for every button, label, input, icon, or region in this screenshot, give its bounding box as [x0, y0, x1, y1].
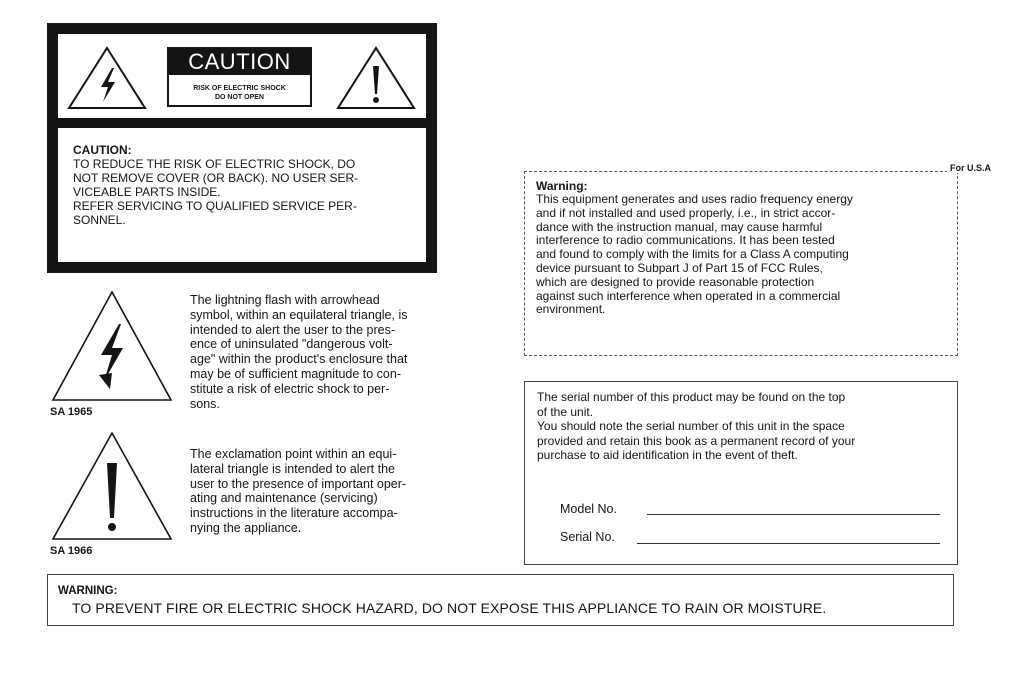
exclamation-description-line: ating and maintenance (servicing)	[190, 491, 378, 506]
fcc-warning-line: environment.	[536, 302, 606, 317]
serial-instruction-line: of the unit.	[537, 404, 594, 419]
serial-number-field[interactable]	[637, 543, 940, 544]
caution-line: NOT REMOVE COVER (OR BACK). NO USER SER-	[73, 171, 359, 185]
fcc-warning-line: and if not installed and used properly, i.e., in strict accor-	[536, 205, 836, 220]
serial-instruction-line: The serial number of this product may be found on the top	[537, 390, 846, 404]
model-number-field[interactable]	[647, 514, 940, 515]
exclamation-description-line: instructions in the literature accompa-	[190, 506, 398, 521]
fcc-warning-line: dance with the instruction manual, may cause harmful	[536, 219, 823, 234]
caution-line: TO REDUCE THE RISK OF ELECTRIC SHOCK, DO	[73, 157, 356, 171]
fcc-warning-heading: Warning:	[536, 179, 588, 193]
lightning-warning-icon	[65, 44, 150, 112]
lightning-description-line: may be of sufficient magnitude to con-	[190, 367, 401, 381]
caution-line: VICEABLE PARTS INSIDE.	[73, 185, 221, 199]
serial-number-label: Serial No.	[560, 530, 615, 544]
fire-warning-text: TO PREVENT FIRE OR ELECTRIC SHOCK HAZARD, DO NOT EXPOSE THIS APPLIANCE TO RAIN OR MOISTURE.	[72, 600, 827, 616]
exclamation-description-line: user to the presence of important oper-	[190, 476, 407, 491]
caution-badge-title: CAUTION	[169, 49, 310, 75]
model-number-label: Model No.	[560, 502, 617, 516]
fcc-warning-line: against such interference when operated in a commercial	[536, 288, 841, 303]
serial-instruction-line: provided and retain this book as a permanent record of your	[537, 433, 856, 448]
fcc-region-label: For U.S.A	[947, 163, 994, 173]
exclamation-description-line: nying the appliance.	[190, 521, 302, 535]
lightning-description-line: intended to alert the user to the pres-	[190, 322, 395, 337]
exclamation-warning-icon	[334, 44, 419, 112]
caution-line: SONNEL.	[73, 213, 126, 227]
exclamation-description-line: The exclamation point within an equi-	[190, 447, 397, 461]
exclamation-symbol-code: SA 1966	[50, 545, 93, 557]
lightning-symbol-code: SA 1965	[50, 406, 93, 418]
caution-heading: CAUTION:	[73, 143, 132, 157]
lightning-description-line: symbol, within an equilateral triangle, is	[190, 307, 408, 322]
exclamation-symbol-icon	[50, 430, 174, 542]
fcc-warning-line: and found to comply with the limits for a Class A computing	[536, 247, 849, 262]
caution-badge-line-1: RISK OF ELECTRIC SHOCK	[193, 85, 286, 92]
caution-line: REFER SERVICING TO QUALIFIED SERVICE PER-	[73, 199, 357, 213]
lightning-description-line: age" within the product's enclosure that	[190, 352, 408, 367]
lightning-description-line: sons.	[190, 396, 220, 411]
fcc-warning-line: This equipment generates and uses radio frequency energy	[536, 192, 853, 206]
lightning-description-line: stitute a risk of electric shock to per-	[190, 381, 390, 396]
serial-instruction-line: purchase to aid identification in the event of theft.	[537, 448, 798, 462]
caution-badge	[167, 47, 312, 107]
caution-badge-line-2: DO NOT OPEN	[214, 94, 264, 101]
serial-instruction-line: You should note the serial number of this unit in the space	[537, 419, 845, 433]
fire-warning-heading: WARNING:	[58, 585, 118, 597]
lightning-description-line: The lightning flash with arrowhead	[190, 293, 380, 307]
lightning-symbol-icon	[50, 289, 174, 403]
fcc-warning-line: which are designed to provide reasonable protection	[536, 274, 815, 289]
fcc-warning-line: interference to radio communications. It has been tested	[536, 233, 835, 248]
exclamation-description-line: lateral triangle is intended to alert the	[190, 461, 395, 476]
fcc-warning-line: device pursuant to Subpart J of Part 15 of FCC Rules,	[536, 261, 823, 275]
lightning-description-line: ence of uninsulated "dangerous volt-	[190, 337, 393, 352]
